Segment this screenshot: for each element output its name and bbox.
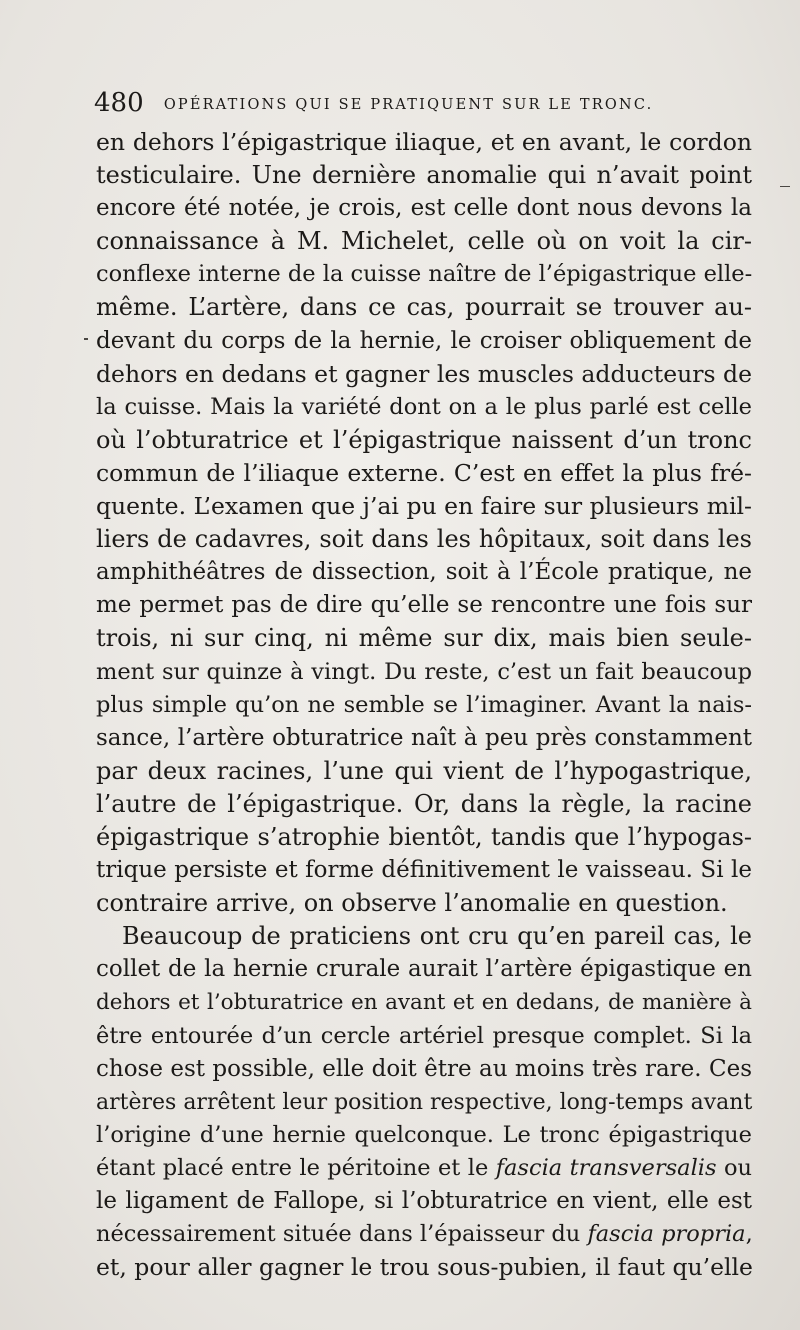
text-line: l’origine d’une hernie quelconque. Le tronc épigastrique <box>96 1121 752 1148</box>
text-line: la cuisse. Mais la variété dont on a le plus parlé est celle <box>96 393 752 420</box>
text-line: trois, ni sur cinq, ni même sur dix, mais bien seule- <box>96 624 752 653</box>
running-title: OPÉRATIONS QUI SE PRATIQUENT SUR LE TRONC. <box>163 97 654 113</box>
italic-term: fascia transversalis <box>495 1154 717 1181</box>
text-line: où l’obturatrice et l’épigastrique naissent d’un tronc <box>96 425 752 454</box>
text-line: épigastrique s’atrophie bientôt, tandis que l’hypogas- <box>96 822 752 851</box>
text-line: Beaucoup de praticiens ont cru qu’en pareil cas, le <box>122 922 752 951</box>
text-line-with-italic <box>96 1152 752 1185</box>
text-line: être entourée d’un cercle artériel presque complet. Si la <box>96 1022 752 1049</box>
text-line: plus simple qu’on ne semble se l’imaginer. Avant la nais- <box>96 691 752 718</box>
text-fragment: , <box>745 1221 753 1248</box>
text-line: chose est possible, elle doit être au moins très rare. Ces <box>96 1055 752 1082</box>
text-line-with-italic <box>96 1218 752 1251</box>
text-line: même. L’artère, dans ce cas, pourrait se trouver au- <box>96 293 752 322</box>
text-line: liers de cadavres, soit dans les hôpitaux, soit dans les <box>96 525 752 554</box>
text-line: conflexe interne de la cuisse naître de l’épigastrique elle- <box>96 261 753 288</box>
text-line: collet de la hernie crurale aurait l’artère épigastique en <box>96 956 752 983</box>
italic-term: fascia propria <box>587 1221 746 1248</box>
text-fragment: ou <box>716 1154 752 1181</box>
page-number: 480 <box>94 88 144 118</box>
text-line: quente. L’examen que j’ai pu en faire sur plusieurs mil- <box>96 492 752 521</box>
body-text <box>96 126 752 1284</box>
text-line: et, pour aller gagner le trou sous-pubien, il faut qu’elle <box>96 1253 753 1282</box>
running-header <box>94 86 734 122</box>
text-line: dehors et l’obturatrice en avant et en dedans, de manière à <box>96 990 752 1016</box>
text-line: en dehors l’épigastrique iliaque, et en avant, le cordon <box>96 128 752 156</box>
text-line: connaissance à M. Michelet, celle où on voit la cir- <box>96 227 752 256</box>
text-line: par deux racines, l’une qui vient de l’hypogastrique, <box>96 756 752 785</box>
text-line: trique persiste et forme définitivement le vaisseau. Si le <box>96 857 752 884</box>
text-line: sance, l’artère obturatrice naît à peu près constamment <box>96 724 752 751</box>
text-line: amphithéâtres de dissection, soit à l’École pratique, ne <box>96 559 752 586</box>
margin-mark <box>780 186 790 187</box>
text-line: me permet pas de dire qu’elle se rencontre une fois sur <box>96 592 752 619</box>
text-line: ment sur quinze à vingt. Du reste, c’est un fait beaucoup <box>96 658 752 685</box>
text-line: devant du corps de la hernie, le croiser obliquement de <box>96 327 752 354</box>
text-line: dehors en dedans et gagner les muscles adducteurs de <box>96 359 752 388</box>
text-line: artères arrêtent leur position respective, long-temps avant <box>96 1089 753 1115</box>
text-line: contraire arrive, on observe l’anomalie en question. <box>96 889 728 918</box>
text-line: le ligament de Fallope, si l’obturatrice en vient, elle est <box>96 1188 752 1214</box>
text-line: commun de l’iliaque externe. C’est en effet la plus fré- <box>96 458 752 487</box>
margin-mark <box>84 338 88 340</box>
text-fragment: étant placé entre le péritoine et le <box>96 1154 489 1181</box>
text-line: testiculaire. Une dernière anomalie qui n’avait point <box>96 161 752 190</box>
text-fragment: nécessairement située dans l’épaisseur du <box>96 1221 588 1248</box>
text-line: l’autre de l’épigastrique. Or, dans la règle, la racine <box>96 789 752 818</box>
text-line: encore été notée, je crois, est celle dont nous devons la <box>96 195 752 222</box>
